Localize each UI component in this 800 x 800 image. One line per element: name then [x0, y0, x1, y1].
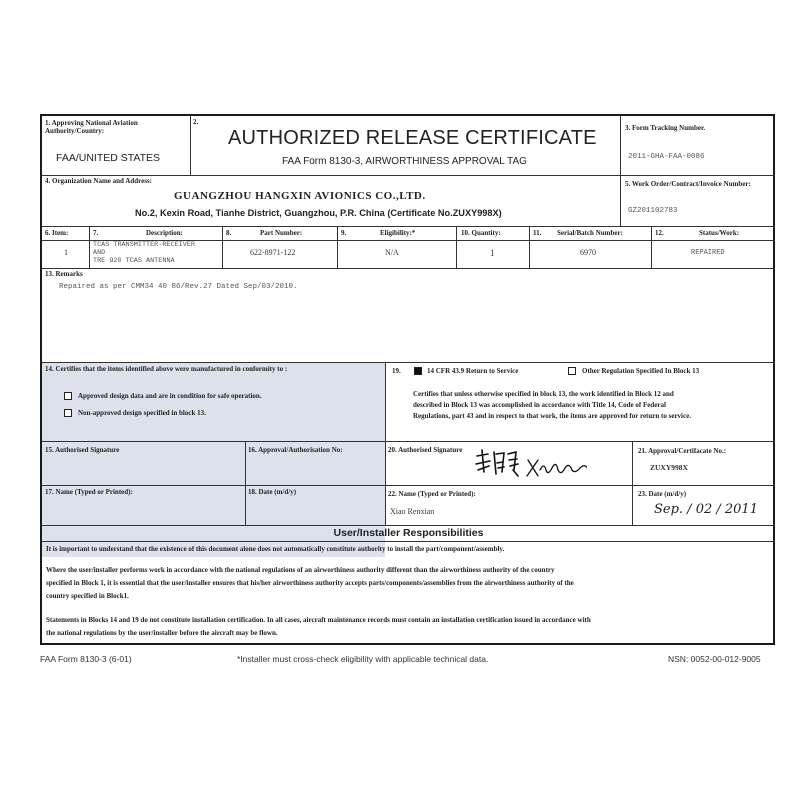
approved-design-checkbox[interactable]	[64, 392, 72, 400]
table-cell-part-number: 622-8971-122	[250, 248, 296, 257]
form-number: FAA Form 8130-3 (6-01)	[40, 654, 132, 664]
signature-date: Sep. / 02 / 2011	[654, 502, 758, 517]
other-regulation-label: Other Regulation Specified In Block 13	[582, 367, 700, 375]
status-header: Status/Work:	[699, 229, 740, 237]
elig-header-num: 9.	[341, 229, 347, 237]
return-to-service-checkbox[interactable]	[414, 367, 422, 375]
block22-label: 22. Name (Typed or Printed):	[388, 490, 476, 498]
block21-label: 21. Approval/Certifacate No.:	[638, 447, 727, 455]
block1-label: 1. Approving National Aviation Authority/Country:	[45, 119, 138, 136]
block16-label: 16. Approval/Authorisation No:	[248, 446, 343, 454]
page-title: AUTHORIZED RELEASE CERTIFICATE	[228, 127, 597, 149]
non-approved-design-label: Non-approved design specified in block 13.	[78, 409, 206, 417]
block5-label: 5. Work Order/Contract/Invoice Number:	[625, 180, 751, 188]
block14-label: 14. Certifies that the items identified above were manufactured in conformity to :	[45, 365, 288, 373]
block18-label: 18. Date (m/d/y)	[248, 488, 297, 496]
certificate-form	[40, 114, 775, 645]
remarks-label: 13. Remarks	[45, 270, 83, 278]
part-number-header: Part Number:	[260, 229, 303, 237]
eligibility-header: Eligibility:*	[380, 229, 416, 237]
responsibilities-title: User/Installer Responsibilities	[333, 527, 484, 539]
organization-name: GUANGZHOU HANGXIN AVIONICS CO.,LTD.	[174, 190, 426, 202]
serial-header-num: 11.	[533, 229, 542, 237]
quantity-header: 10. Quantity:	[461, 229, 501, 237]
table-cell-desc-2: AND	[93, 249, 106, 257]
block23-label: 23. Date (m/d/y)	[638, 490, 687, 498]
remarks-text: Repaired as per CMM34 40 86/Rev.27 Dated Sep/03/2010.	[59, 283, 298, 291]
approving-authority: FAA/UNITED STATES	[56, 152, 161, 164]
responsibilities-p2-line1: Where the user/installer performs work in accordance with the national regulations of an airworthiness authority different than the airworthiness authority of the country	[46, 566, 555, 574]
approval-certificate-number: ZUXY998X	[650, 463, 688, 472]
table-cell-desc-1: TCAS TRANSMITTER-RECEIVER	[93, 241, 195, 249]
desc-header-num: 7.	[93, 229, 99, 237]
serial-header: Serial/Batch Number:	[557, 229, 623, 237]
block20-label: 20. Authorised Signature	[388, 446, 463, 454]
table-cell-desc-3: TRE 920 TCAS ANTENNA	[93, 257, 175, 265]
table-cell-status: REPAIRED	[691, 249, 725, 257]
block15-label: 15. Authorised Signature	[45, 446, 120, 454]
organization-address: No.2, Kexin Road, Tianhe District, Guangzhou, P.R. China (Certificate No.ZUXY998X)	[135, 208, 502, 218]
description-header: Description:	[146, 229, 183, 237]
work-order-number: GZ201102783	[628, 207, 678, 215]
signer-name: Xiao Renxian	[390, 507, 435, 516]
block2-label: 2.	[193, 118, 199, 126]
responsibilities-p2-line3: country specified in Block1.	[46, 592, 129, 600]
form-tracking-number: 2011-GHA-FAA-0086	[628, 153, 705, 161]
responsibilities-p3-line1: Statements in Blocks 14 and 19 do not constitute installation certification. In all cases, aircraft maintenance records must contain an installation certification issued in accordance with	[46, 616, 591, 624]
responsibilities-p3-line2: the national regulations by the user/installer before the aircraft may be flown.	[46, 629, 278, 637]
handwritten-signature	[472, 446, 587, 482]
block3-label: 3. Form Tracking Number.	[625, 124, 706, 132]
table-cell-serial: 6970	[580, 248, 596, 257]
return-to-service-label: 14 CFR 43.9 Return to Service	[427, 367, 519, 375]
nsn-number: NSN: 0052-00-012-9005	[668, 654, 761, 664]
other-regulation-checkbox[interactable]	[568, 367, 576, 375]
part-header-num: 8.	[226, 229, 232, 237]
table-cell-eligibility: N/A	[385, 248, 399, 257]
status-header-num: 12.	[655, 229, 664, 237]
responsibilities-p2-line2: specified in Block 1, it is essential that the user/installer ensures that his/her airworthiness authority accepts parts/components/assemblies from the airworthiness authority of the	[46, 579, 574, 587]
block19-number: 19.	[392, 367, 401, 375]
non-approved-design-checkbox[interactable]	[64, 409, 72, 417]
item-header: 6. Item:	[45, 229, 69, 237]
responsibilities-p1: It is important to understand that the existence of this document alone does not automatically constitute authority to install the part/component/assembly.	[46, 545, 505, 553]
table-cell-item: 1	[64, 248, 68, 257]
block19-text: Certifies that unless otherwise specified in block 13, the work identified in Block 12 and described in Block 13 was accomplished in accordance with Title 14, Code of Federal Regulations, part 43 and in respect to that work, the items are approved for return to service.	[413, 390, 691, 420]
page-subtitle: FAA Form 8130-3, AIRWORTHINESS APPROVAL TAG	[282, 156, 527, 167]
block17-label: 17. Name (Typed or Printed):	[45, 488, 133, 496]
block4-label: 4. Organization Name and Address:	[45, 177, 153, 185]
table-cell-quantity: 1	[490, 248, 495, 258]
footer-note: *Installer must cross-check eligibility with applicable technical data.	[237, 654, 489, 664]
approved-design-label: Approved design data and are in condition for safe operation.	[78, 392, 262, 400]
